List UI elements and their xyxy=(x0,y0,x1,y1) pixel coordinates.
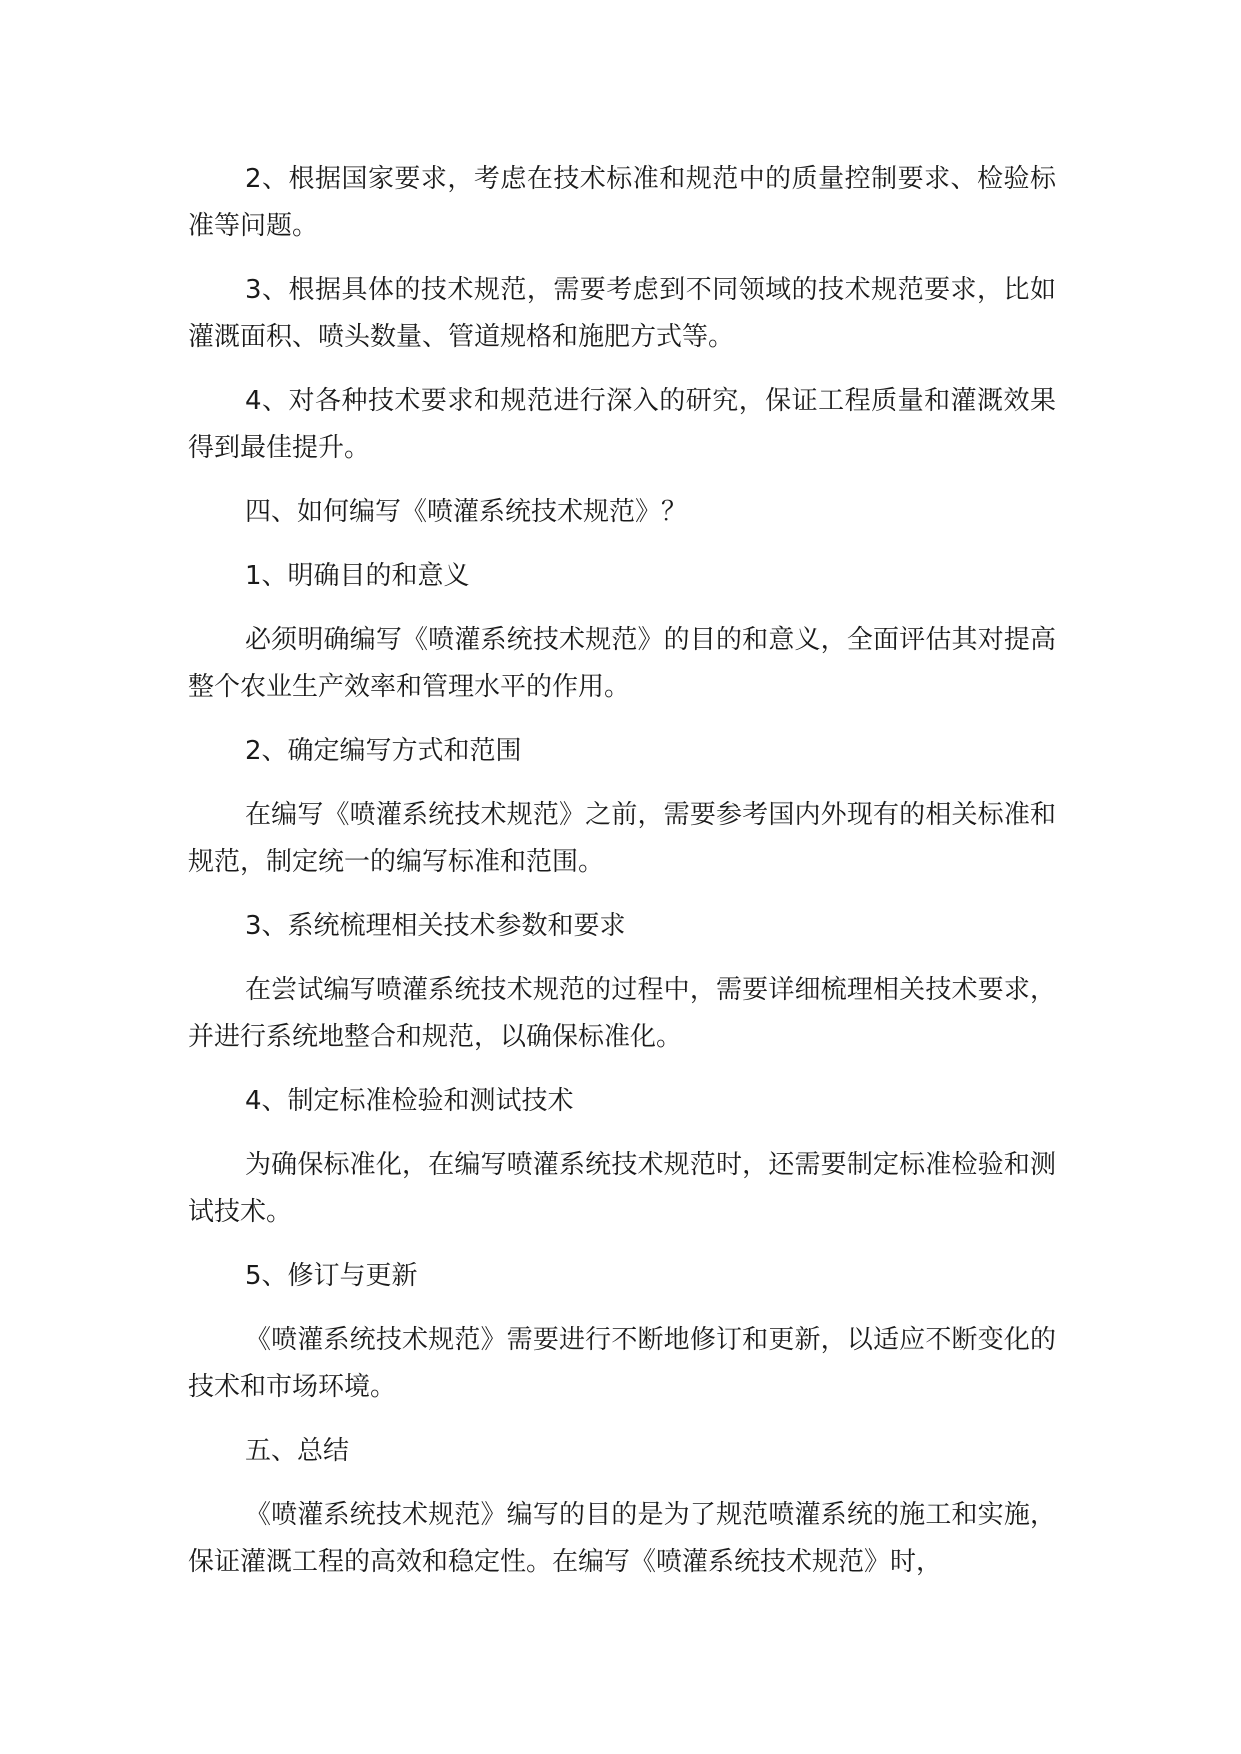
paragraph-requirement-2: 2、根据国家要求，考虑在技术标准和规范中的质量控制要求、检验标准等问题。 xyxy=(188,164,1056,241)
paragraph-revision: 《喷灌系统技术规范》需要进行不断地修订和更新，以适应不断变化的技术和市场环境。 xyxy=(188,1325,1056,1402)
paragraph-purpose: 必须明确编写《喷灌系统技术规范》的目的和意义，全面评估其对提高整个农业生产效率和管理水平的作用。 xyxy=(188,625,1056,702)
paragraph-scope: 在编写《喷灌系统技术规范》之前，需要参考国内外现有的相关标准和规范，制定统一的编写标准和范围。 xyxy=(188,800,1056,877)
subheading-revision: 5、修订与更新 xyxy=(245,1261,418,1291)
subheading-scope: 2、确定编写方式和范围 xyxy=(245,736,522,766)
paragraph-requirement-3: 3、根据具体的技术规范，需要考虑到不同领域的技术规范要求，比如灌溉面积、喷头数量、管道规格和施肥方式等。 xyxy=(188,275,1056,352)
paragraph-requirement-4: 4、对各种技术要求和规范进行深入的研究，保证工程质量和灌溉效果得到最佳提升。 xyxy=(188,386,1056,463)
section-heading-summary: 五、总结 xyxy=(245,1436,350,1466)
paragraph-testing: 为确保标准化，在编写喷灌系统技术规范时，还需要制定标准检验和测试技术。 xyxy=(188,1150,1056,1227)
subheading-parameters: 3、系统梳理相关技术参数和要求 xyxy=(245,911,626,941)
subheading-testing: 4、制定标准检验和测试技术 xyxy=(245,1086,574,1116)
document-body xyxy=(188,156,1056,1586)
subheading-purpose: 1、明确目的和意义 xyxy=(245,561,470,591)
paragraph-summary: 《喷灌系统技术规范》编写的目的是为了规范喷灌系统的施工和实施，保证灌溉工程的高效和稳定性。在编写《喷灌系统技术规范》时， xyxy=(188,1500,1056,1577)
section-heading-how-to-write: 四、如何编写《喷灌系统技术规范》？ xyxy=(245,497,688,527)
paragraph-parameters: 在尝试编写喷灌系统技术规范的过程中，需要详细梳理相关技术要求，并进行系统地整合和规范，以确保标准化。 xyxy=(188,975,1056,1052)
